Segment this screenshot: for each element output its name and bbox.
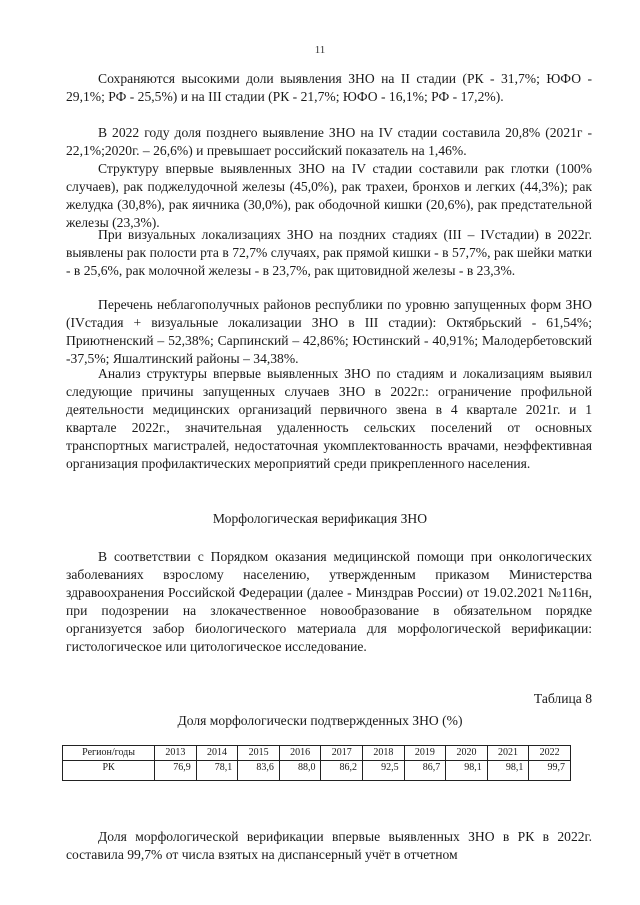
table-header-cell: 2015 [238, 746, 280, 761]
paragraph-stage-2-3: Сохраняются высокими доли выявления ЗНО на II стадии (РК - 31,7%; ЮФО - 29,1%; РФ - 25,5%) и на III стадии (РК - 21,7%; ЮФО - 16,1%; РФ - 17,2%). [66, 71, 592, 104]
table-cell: 78,1 [196, 761, 238, 781]
paragraph-stage-4-structure: Структуру впервые выявленных ЗНО на IV стадии составили рак глотки (100% случаев), рак поджелудочной железы (45,0%), рак трахеи, бронхов и легких (44,3%); рак желудка (30,8%), рак яичника (30,0%), рак ободочной кишки (20,6%), рак предстательной железы (23,3%). [66, 161, 592, 230]
table-header-cell: 2016 [279, 746, 321, 761]
table-cell: 92,5 [363, 761, 405, 781]
table-cell: 86,7 [404, 761, 446, 781]
table-header-cell: 2021 [487, 746, 529, 761]
table-cell: 98,1 [487, 761, 529, 781]
table-cell: 83,6 [238, 761, 280, 781]
verification-table [62, 745, 571, 781]
table-cell: 86,2 [321, 761, 363, 781]
paragraph-stage-4: В 2022 году доля позднего выявление ЗНО на IV стадии составила 20,8% (2021г - 22,1%;2020г. – 26,6%) и превышает российский показатель на 1,46%. [66, 125, 592, 158]
table-header-cell: 2020 [446, 746, 488, 761]
table-cell: 98,1 [446, 761, 488, 781]
paragraph-verification-order: В соответствии с Порядком оказания медицинской помощи при онкологических заболеваниях взрослому населению, утвержденным приказом Министерства здравоохранения Российской Федерации (далее - Минздрав России) от 19.02.2021 №116н, при подозрении на злокачественное новообразование в обязательном порядке организуется забор биологического материала для морфологической верификации: гистологическое или цитологическое исследование. [66, 549, 592, 654]
table-cell: 99,7 [529, 761, 571, 781]
table-header-row [63, 746, 571, 761]
page-number: 11 [314, 44, 326, 56]
paragraph-verification-share: Доля морфологической верификации впервые выявленных ЗНО в РК в 2022г. составила 99,7% от числа взятых на диспансерный учёт в отчетном [66, 829, 592, 862]
paragraph-causes-analysis: Анализ структуры впервые выявленных ЗНО по стадиям и локализациям выявил следующие причины запущенных случаев ЗНО в 2022г.: ограничение профильной деятельности медицинских организаций первичного звена в 4 квартале 2021г. и 1 квартале 2022г., значительная удаленность сельских поселений от основных транспортных магистралей, недостаточная укомплектованность врачами, неэффективная организация профилактических мероприятий среди прикрепленного населения. [66, 366, 592, 471]
table-header-cell: 2022 [529, 746, 571, 761]
table-label: Таблица 8 [533, 691, 592, 706]
table-cell: 76,9 [155, 761, 197, 781]
table-header-cell: 2017 [321, 746, 363, 761]
paragraph-visual-localizations: При визуальных локализациях ЗНО на поздних стадиях (III – IVстадии) в 2022г. выявлены рак полости рта в 72,7% случаях, рак прямой кишки - в 57,7%, рак шейки матки - в 25,6%, рак молочной железы - в 23,7%, рак щитовидной железы - в 23,3%. [66, 227, 592, 278]
paragraph-districts: Перечень неблагополучных районов республики по уровню запущенных форм ЗНО (IVстадия + визуальные локализации ЗНО в III стадии): Октябрьский - 61,54%; Приютненский – 52,38%; Сарпинский – 42,86%; Юстинский - 40,91%; Малодербетовский -37,5%; Яшалтинский районы – 34,38%. [66, 297, 592, 366]
table-row-label: РК [63, 761, 155, 781]
table-cell: 88,0 [279, 761, 321, 781]
table-header-cell: 2019 [404, 746, 446, 761]
table-row [63, 761, 571, 781]
table-header-cell: 2014 [196, 746, 238, 761]
table-title: Доля морфологически подтвержденных ЗНО (%) [177, 713, 463, 728]
section-heading: Морфологическая верификация ЗНО [212, 511, 428, 526]
table-header-cell: 2018 [363, 746, 405, 761]
table-header-cell: 2013 [155, 746, 197, 761]
table-header-cell: Регион/годы [63, 746, 155, 761]
